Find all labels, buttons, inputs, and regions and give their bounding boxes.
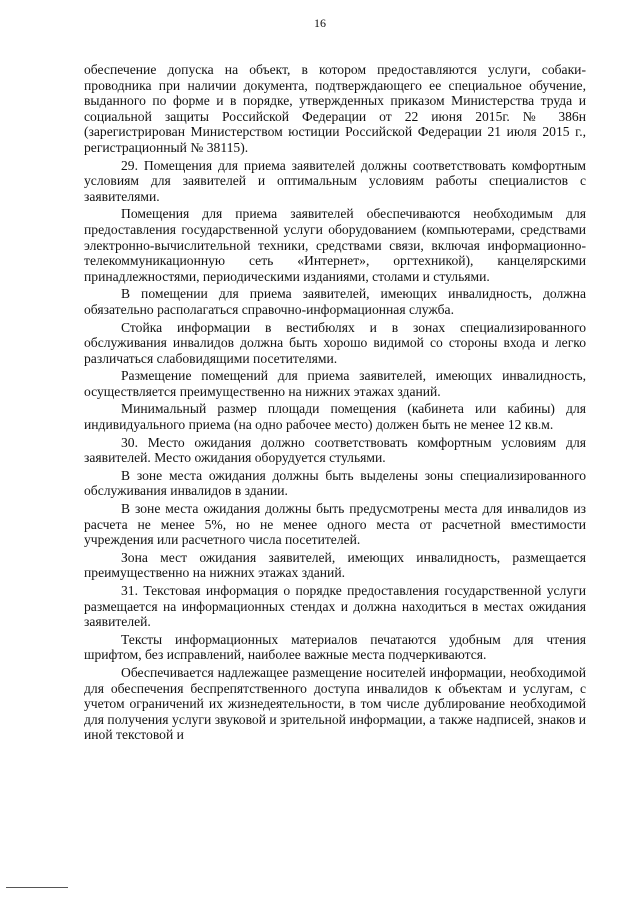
paragraph-item-30: 30. Место ожидания должно соответствовать комфортным условиям для заявителей. Место ожидания оборудуется стульями. <box>84 434 586 466</box>
document-body <box>84 62 586 745</box>
paragraph-item-29: 29. Помещения для приема заявителей должны соответствовать комфортным условиям для заявителей и оптимальным условиям работы специалистов с заявителями. <box>84 157 586 204</box>
paragraph-equipment: Помещения для приема заявителей обеспечиваются необходимым для предоставления государственной услуги оборудованием (компьютерами, средствами электронно-вычислительной техники, средствами связи, включая информационно-телекоммуникационную сеть «Интернет», оргтехникой), канцелярскими принадлежностями, периодическими изданиями, столами и стульями. <box>84 206 586 284</box>
paragraph-min-area: Минимальный размер площади помещения (кабинета или кабины) для индивидуального приема (на одно рабочее место) должен быть не менее 12 кв.м. <box>84 401 586 433</box>
paragraph-print-format: Тексты информационных материалов печатаются удобным для чтения шрифтом, без исправлений, наиболее важные места подчеркиваются. <box>84 631 586 663</box>
paragraph-room-placement: Размещение помещений для приема заявителей, имеющих инвалидность, осуществляется преимущественно на нижних этажах зданий. <box>84 368 586 399</box>
paragraph-accessibility: Обеспечивается надлежащее размещение носителей информации, необходимой для обеспечения беспрепятственного доступа инвалидов к объектам и услугам, с учетом ограничений их жизнедеятельности, в том числе дублирование необходимой для получения услуги звуковой и зрительной информации, а также надписей, знаков и иной текстовой и <box>84 664 586 743</box>
paragraph-waiting-placement: Зона мест ожидания заявителей, имеющих инвалидность, размещается преимущественно на нижних этажах зданий. <box>84 549 586 581</box>
paragraph-item-31: 31. Текстовая информация о порядке предоставления государственной услуги размещается на информационных стендах и должна находиться в местах ожидания заявителей. <box>84 583 586 630</box>
paragraph-waiting-seats: В зоне места ожидания должны быть предусмотрены места для инвалидов из расчета не менее 5%, но не менее одного места от расчетной вместимости учреждения или расчетного числа посетителей. <box>84 501 586 548</box>
paragraph-continuation: обеспечение допуска на объект, в котором предоставляются услуги, собаки-проводника при наличии документа, подтверждающего ее специальное обучение, выданного по форме и в порядке, утвержденных приказом Министерства труда и социальной защиты Российской Федерации от 22 июня 2015г. № 386н (зарегистрирован Министерством юстиции Российской Федерации 21 июля 2015 г., регистрационный № 38115). <box>84 62 586 155</box>
paragraph-info-service: В помещении для приема заявителей, имеющих инвалидность, должна обязательно располагаться справочно-информационная служба. <box>84 286 586 317</box>
paragraph-waiting-zones: В зоне места ожидания должны быть выделены зоны специализированного обслуживания инвалидов в здании. <box>84 467 586 499</box>
paragraph-info-desk: Стойка информации в вестибюлях и в зонах специализированного обслуживания инвалидов должна быть хорошо видимой со стороны входа и легко различаться слабовидящими посетителями. <box>84 319 586 366</box>
scan-margin-line <box>6 887 68 888</box>
page-number: 16 <box>314 16 326 30</box>
